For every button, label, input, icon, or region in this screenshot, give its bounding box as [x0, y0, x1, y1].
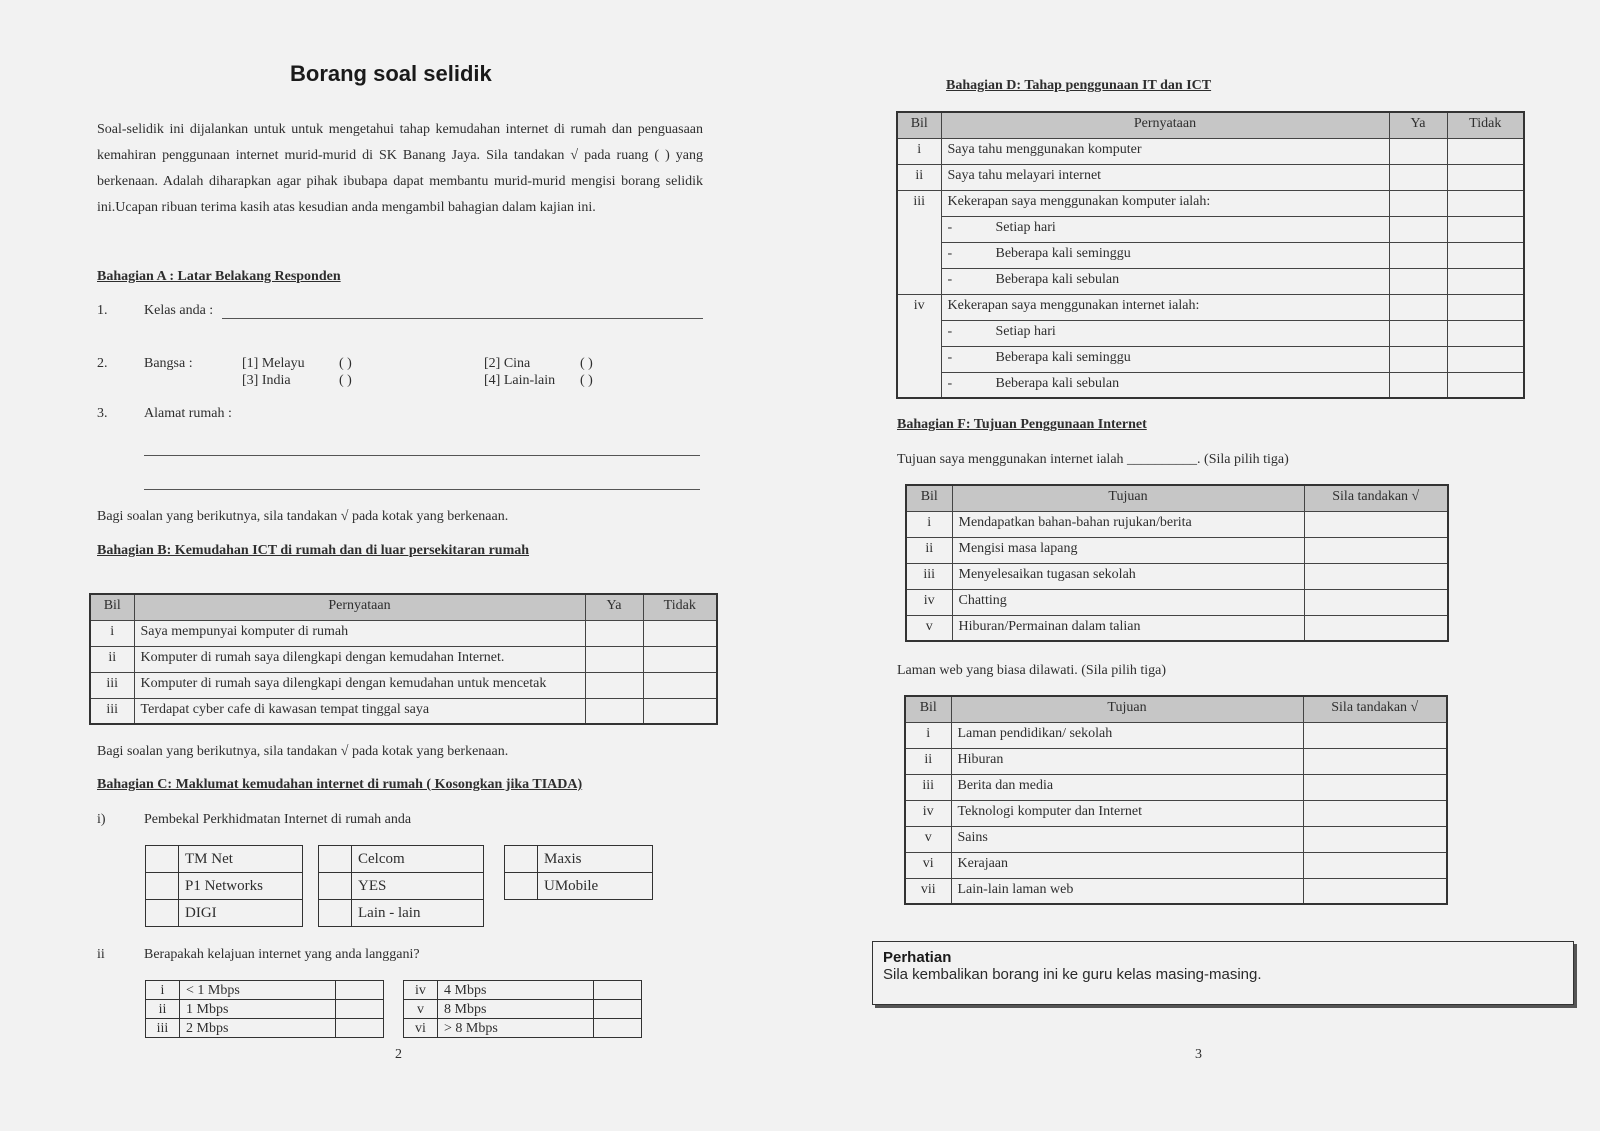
websites-question: Laman web yang biasa dilawati. (Sila pilih tiga)	[897, 663, 1167, 678]
provider-label: Maxis	[538, 846, 653, 873]
section-a-heading: Bahagian A : Latar Belakang Responden	[97, 269, 341, 284]
col-header-bil: Bil	[905, 696, 951, 722]
speed-checkbox[interactable]	[594, 1000, 642, 1019]
tick-checkbox[interactable]	[1304, 615, 1448, 641]
row-number: ii	[906, 537, 952, 563]
row-number: iii	[90, 672, 134, 698]
col-header-statement: Pernyataan	[941, 112, 1389, 138]
provider-checkbox[interactable]	[146, 846, 179, 873]
table-row	[905, 826, 1447, 852]
col-header-statement: Pernyataan	[134, 594, 585, 620]
q1-number: 1.	[97, 303, 108, 318]
row-website: Sains	[951, 826, 1303, 852]
speed-checkbox[interactable]	[594, 1019, 642, 1038]
tick-checkbox[interactable]	[1304, 511, 1448, 537]
yes-checkbox[interactable]	[1389, 346, 1447, 372]
section-f-question: Tujuan saya menggunakan internet ialah __________. (Sila pilih tiga)	[897, 452, 1289, 467]
row-number: ii	[905, 748, 951, 774]
provider-checkbox[interactable]	[319, 873, 352, 900]
tick-checkbox[interactable]	[1303, 852, 1447, 878]
yes-checkbox[interactable]	[585, 620, 643, 646]
speed-value: < 1 Mbps	[180, 981, 336, 1000]
speed-checkbox[interactable]	[336, 1019, 384, 1038]
col-header-bil: Bil	[90, 594, 134, 620]
yes-checkbox[interactable]	[585, 698, 643, 724]
col-header-purpose: Tujuan	[951, 696, 1303, 722]
form-title: Borang soal selidik	[290, 61, 492, 86]
race-option-box[interactable]: ( )	[339, 373, 352, 388]
yes-checkbox[interactable]	[585, 672, 643, 698]
table-row	[905, 748, 1447, 774]
no-checkbox[interactable]	[1447, 346, 1524, 372]
table-row	[905, 800, 1447, 826]
row-dash: -	[947, 219, 953, 235]
provider-checkbox[interactable]	[319, 846, 352, 873]
row-website: Berita dan media	[951, 774, 1303, 800]
row-number: ii	[90, 646, 134, 672]
speed-number: i	[146, 981, 180, 1000]
address-input-line[interactable]	[144, 455, 700, 456]
row-number: iii	[897, 190, 941, 294]
row-number: i	[905, 722, 951, 748]
row-statement: Saya tahu menggunakan komputer	[941, 138, 1389, 164]
no-checkbox[interactable]	[1447, 242, 1524, 268]
race-option-label: [1] Melayu	[242, 356, 305, 371]
tick-checkbox[interactable]	[1304, 563, 1448, 589]
row-statement	[941, 320, 1389, 346]
row-number: iv	[897, 294, 941, 398]
speed-number: iii	[146, 1019, 180, 1038]
table-row	[897, 242, 1524, 268]
row-statement: Terdapat cyber cafe di kawasan tempat tinggal saya	[134, 698, 585, 724]
table-row	[897, 320, 1524, 346]
provider-label: Celcom	[352, 846, 484, 873]
tick-checkbox[interactable]	[1303, 800, 1447, 826]
section-f-heading: Bahagian F: Tujuan Penggunaan Internet	[897, 417, 1147, 432]
row-number: i	[906, 511, 952, 537]
race-option-box[interactable]: ( )	[580, 373, 593, 388]
col-header-tick: Sila tandakan √	[1304, 485, 1448, 511]
no-checkbox[interactable]	[643, 672, 717, 698]
tick-checkbox[interactable]	[1303, 878, 1447, 904]
row-option: Beberapa kali seminggu	[995, 245, 1131, 261]
row-statement: Saya mempunyai komputer di rumah	[134, 620, 585, 646]
table-row	[897, 216, 1524, 242]
speed-number: vi	[404, 1019, 438, 1038]
table-row	[905, 722, 1447, 748]
row-number: iii	[906, 563, 952, 589]
row-statement	[941, 372, 1389, 398]
row-number: iii	[90, 698, 134, 724]
col-header-yes: Ya	[1389, 112, 1447, 138]
table-row	[905, 774, 1447, 800]
no-checkbox[interactable]	[643, 698, 717, 724]
speed-number: iv	[404, 981, 438, 1000]
q3-label: Alamat rumah :	[144, 406, 232, 421]
q1-label: Kelas anda :	[144, 303, 214, 318]
speed-checkbox[interactable]	[336, 1000, 384, 1019]
row-statement: Kekerapan saya menggunakan komputer ialah:	[941, 190, 1389, 216]
row-statement: Komputer di rumah saya dilengkapi dengan kemudahan Internet.	[134, 646, 585, 672]
no-checkbox[interactable]	[643, 620, 717, 646]
class-input-line[interactable]	[222, 318, 703, 319]
row-statement: Komputer di rumah saya dilengkapi dengan kemudahan untuk mencetak	[134, 672, 585, 698]
yes-checkbox[interactable]	[1389, 372, 1447, 398]
row-option: Beberapa kali seminggu	[995, 349, 1131, 365]
race-option-label: [4] Lain-lain	[484, 373, 556, 388]
table-row	[90, 672, 717, 698]
notice-title: Perhatian	[883, 949, 952, 966]
row-website: Hiburan	[951, 748, 1303, 774]
row-option: Setiap hari	[995, 323, 1056, 339]
speed-checkbox[interactable]	[594, 981, 642, 1000]
table-row	[906, 589, 1448, 615]
row-website: Laman pendidikan/ sekolah	[951, 722, 1303, 748]
yes-checkbox[interactable]	[1389, 268, 1447, 294]
table-row	[906, 511, 1448, 537]
section-d-heading: Bahagian D: Tahap penggunaan IT dan ICT	[946, 78, 1212, 93]
row-purpose: Chatting	[952, 589, 1304, 615]
tick-checkbox[interactable]	[1303, 826, 1447, 852]
speed-table-right	[403, 980, 642, 1038]
table-row	[90, 646, 717, 672]
row-number: vii	[905, 878, 951, 904]
speed-checkbox[interactable]	[336, 981, 384, 1000]
yes-checkbox[interactable]	[1389, 320, 1447, 346]
row-number: iv	[905, 800, 951, 826]
provider-group-3	[504, 845, 653, 900]
row-option: Setiap hari	[995, 219, 1056, 235]
race-option-label: [2] Cina	[484, 356, 531, 371]
row-number: v	[905, 826, 951, 852]
provider-label: DIGI	[179, 900, 303, 927]
speed-number: ii	[146, 1000, 180, 1019]
race-option-box[interactable]: ( )	[580, 356, 593, 371]
row-statement	[941, 242, 1389, 268]
row-statement: Saya tahu melayari internet	[941, 164, 1389, 190]
section-d-table	[896, 111, 1525, 399]
row-dash: -	[947, 323, 953, 339]
provider-label: P1 Networks	[179, 873, 303, 900]
yes-checkbox[interactable]	[1389, 216, 1447, 242]
c-q1-number: i)	[97, 812, 106, 827]
row-dash: -	[947, 375, 953, 391]
table-row	[897, 372, 1524, 398]
col-header-purpose: Tujuan	[952, 485, 1304, 511]
tick-checkbox[interactable]	[1303, 774, 1447, 800]
tick-checkbox[interactable]	[1303, 748, 1447, 774]
no-checkbox[interactable]	[1447, 294, 1524, 320]
speed-table-left	[145, 980, 384, 1038]
row-number: v	[906, 615, 952, 641]
address-input-line[interactable]	[144, 489, 700, 490]
provider-label: YES	[352, 873, 484, 900]
row-dash: -	[947, 245, 953, 261]
row-purpose: Mengisi masa lapang	[952, 537, 1304, 563]
table-row	[906, 537, 1448, 563]
provider-checkbox[interactable]	[505, 846, 538, 873]
no-checkbox[interactable]	[1447, 372, 1524, 398]
table-row	[905, 878, 1447, 904]
no-checkbox[interactable]	[1447, 268, 1524, 294]
table-row	[90, 698, 717, 724]
provider-label: Lain - lain	[352, 900, 484, 927]
q2-label: Bangsa :	[144, 356, 193, 371]
row-dash: -	[947, 349, 953, 365]
row-purpose: Menyelesaikan tugasan sekolah	[952, 563, 1304, 589]
provider-checkbox[interactable]	[319, 900, 352, 927]
row-statement	[941, 346, 1389, 372]
row-option: Beberapa kali sebulan	[995, 375, 1120, 391]
provider-checkbox[interactable]	[505, 873, 538, 900]
yes-checkbox[interactable]	[1389, 138, 1447, 164]
section-c-heading: Bahagian C: Maklumat kemudahan internet di rumah ( Kosongkan jika TIADA)	[97, 777, 583, 792]
speed-value: 1 Mbps	[180, 1000, 336, 1019]
tick-checkbox[interactable]	[1304, 589, 1448, 615]
no-checkbox[interactable]	[1447, 138, 1524, 164]
notice-box	[872, 941, 1574, 1005]
row-number: i	[90, 620, 134, 646]
page-number: 2	[395, 1047, 402, 1062]
c-q2-label: Berapakah kelajuan internet yang anda langgani?	[144, 947, 420, 962]
row-number: ii	[897, 164, 941, 190]
notice-body: Sila kembalikan borang ini ke guru kelas masing-masing.	[883, 966, 1262, 983]
provider-group-2	[318, 845, 484, 927]
row-statement: Kekerapan saya menggunakan internet ialah:	[941, 294, 1389, 320]
table-row	[897, 190, 1524, 216]
provider-label: UMobile	[538, 873, 653, 900]
instruction-text: Bagi soalan yang berikutnya, sila tandakan √ pada kotak yang berkenaan.	[97, 744, 509, 759]
table-row	[90, 620, 717, 646]
row-purpose: Hiburan/Permainan dalam talian	[952, 615, 1304, 641]
section-b-heading: Bahagian B: Kemudahan ICT di rumah dan di luar persekitaran rumah	[97, 543, 530, 558]
tick-checkbox[interactable]	[1304, 537, 1448, 563]
q2-number: 2.	[97, 356, 108, 371]
table-row	[905, 852, 1447, 878]
row-option: Beberapa kali sebulan	[995, 271, 1120, 287]
yes-checkbox[interactable]	[1389, 190, 1447, 216]
row-dash: -	[947, 271, 953, 287]
row-number: i	[897, 138, 941, 164]
row-number: iii	[905, 774, 951, 800]
c-q2-number: ii	[97, 947, 105, 962]
speed-value: > 8 Mbps	[438, 1019, 594, 1038]
speed-value: 4 Mbps	[438, 981, 594, 1000]
tick-checkbox[interactable]	[1303, 722, 1447, 748]
yes-checkbox[interactable]	[1389, 242, 1447, 268]
no-checkbox[interactable]	[1447, 164, 1524, 190]
table-row	[906, 615, 1448, 641]
row-purpose: Mendapatkan bahan-bahan rujukan/berita	[952, 511, 1304, 537]
row-website: Lain-lain laman web	[951, 878, 1303, 904]
table-row	[897, 346, 1524, 372]
col-header-no: Tidak	[1447, 112, 1524, 138]
provider-checkbox[interactable]	[146, 873, 179, 900]
table-row	[897, 268, 1524, 294]
speed-number: v	[404, 1000, 438, 1019]
table-row	[897, 164, 1524, 190]
page-number: 3	[1195, 1047, 1202, 1062]
intro-paragraph: Soal-selidik ini dijalankan untuk untuk mengetahui tahap kemudahan internet di rumah dan penguasaan kemahiran penggunaan internet murid-murid di SK Banang Jaya. Sila tandakan √ pada ruang ( ) yang berkenaan. Adalah diharapkan agar pihak ibubapa dapat membantu murid-murid mengisi borang selidik ini.Ucapan ribuan terima kasih atas kesudian anda mengambil bahagian dalam kajian ini.	[97, 122, 703, 215]
purpose-table	[905, 484, 1449, 642]
yes-checkbox[interactable]	[1389, 294, 1447, 320]
row-website: Kerajaan	[951, 852, 1303, 878]
table-row	[897, 294, 1524, 320]
table-row	[897, 138, 1524, 164]
yes-checkbox[interactable]	[585, 646, 643, 672]
col-header-bil: Bil	[897, 112, 941, 138]
col-header-no: Tidak	[643, 594, 717, 620]
provider-checkbox[interactable]	[146, 900, 179, 927]
col-header-yes: Ya	[585, 594, 643, 620]
section-b-table	[89, 593, 718, 725]
race-option-label: [3] India	[242, 373, 291, 388]
no-checkbox[interactable]	[1447, 216, 1524, 242]
c-q1-label: Pembekal Perkhidmatan Internet di rumah anda	[144, 812, 412, 827]
row-website: Teknologi komputer dan Internet	[951, 800, 1303, 826]
row-statement	[941, 268, 1389, 294]
no-checkbox[interactable]	[643, 646, 717, 672]
provider-group-1	[145, 845, 303, 927]
row-number: iv	[906, 589, 952, 615]
table-row	[906, 563, 1448, 589]
no-checkbox[interactable]	[1447, 190, 1524, 216]
websites-table	[904, 695, 1448, 905]
provider-label: TM Net	[179, 846, 303, 873]
row-number: vi	[905, 852, 951, 878]
row-statement	[941, 216, 1389, 242]
no-checkbox[interactable]	[1447, 320, 1524, 346]
speed-value: 8 Mbps	[438, 1000, 594, 1019]
q3-number: 3.	[97, 406, 108, 421]
col-header-tick: Sila tandakan √	[1303, 696, 1447, 722]
instruction-text: Bagi soalan yang berikutnya, sila tandakan √ pada kotak yang berkenaan.	[97, 509, 509, 524]
speed-value: 2 Mbps	[180, 1019, 336, 1038]
yes-checkbox[interactable]	[1389, 164, 1447, 190]
race-option-box[interactable]: ( )	[339, 356, 352, 371]
col-header-bil: Bil	[906, 485, 952, 511]
